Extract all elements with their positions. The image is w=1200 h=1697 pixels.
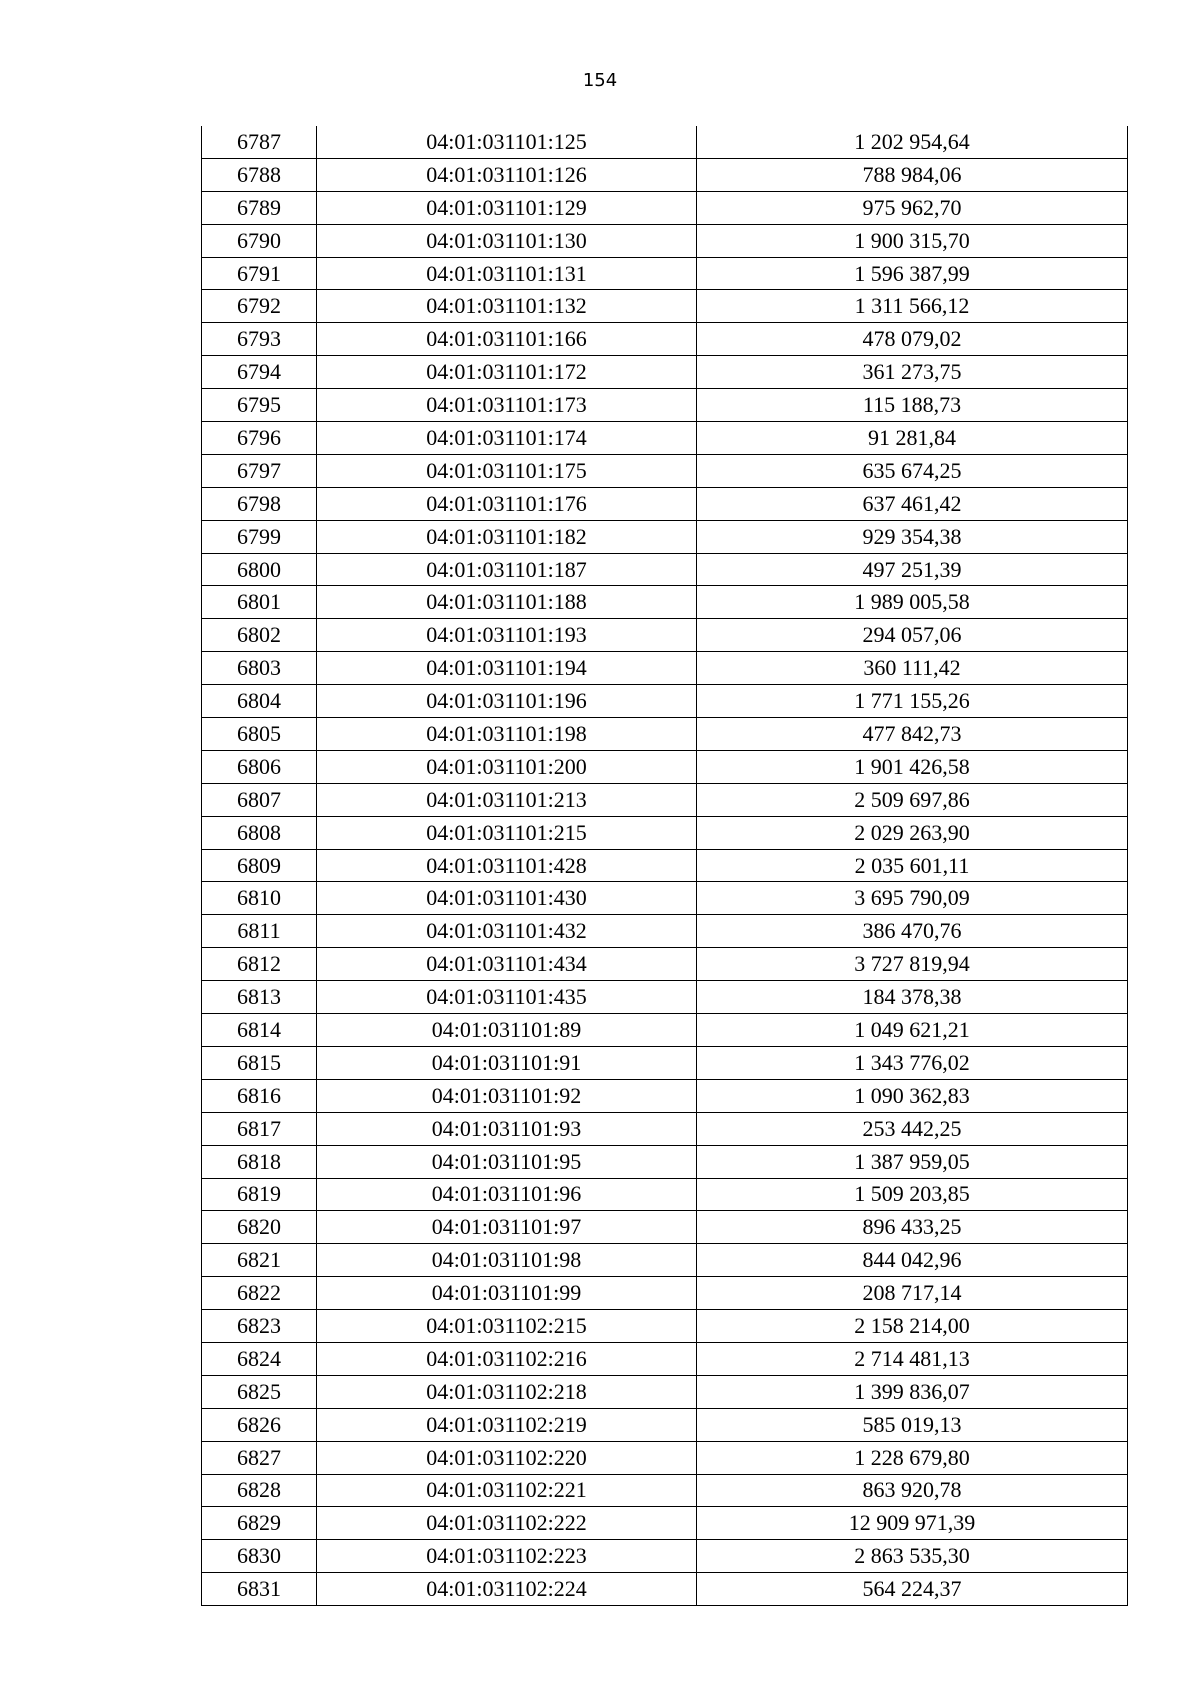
cadastral-value-cell: 1 049 621,21 <box>697 1014 1128 1047</box>
cadastral-value-cell: 1 399 836,07 <box>697 1375 1128 1408</box>
table-row <box>202 191 1128 224</box>
row-number-cell: 6824 <box>202 1342 317 1375</box>
cadastral-value-cell: 1 901 426,58 <box>697 750 1128 783</box>
cadastral-value-cell: 497 251,39 <box>697 553 1128 586</box>
row-number-cell: 6803 <box>202 652 317 685</box>
table-row <box>202 323 1128 356</box>
cadastral-value-cell: 1 900 315,70 <box>697 224 1128 257</box>
row-number-cell: 6797 <box>202 454 317 487</box>
table-row <box>202 356 1128 389</box>
table-row <box>202 718 1128 751</box>
cadastral-value-cell: 1 090 362,83 <box>697 1079 1128 1112</box>
row-number-cell: 6820 <box>202 1211 317 1244</box>
row-number-cell: 6789 <box>202 191 317 224</box>
table-row <box>202 1145 1128 1178</box>
cadastral-number-cell: 04:01:031101:176 <box>317 487 697 520</box>
row-number-cell: 6802 <box>202 619 317 652</box>
table-row <box>202 882 1128 915</box>
cadastral-number-cell: 04:01:031101:175 <box>317 454 697 487</box>
table-row <box>202 1046 1128 1079</box>
cadastral-number-cell: 04:01:031101:172 <box>317 356 697 389</box>
cadastral-value-cell: 294 057,06 <box>697 619 1128 652</box>
table-row <box>202 849 1128 882</box>
row-number-cell: 6825 <box>202 1375 317 1408</box>
table-row <box>202 1507 1128 1540</box>
cadastral-number-cell: 04:01:031101:434 <box>317 948 697 981</box>
table-row <box>202 1277 1128 1310</box>
table-row <box>202 487 1128 520</box>
cadastral-value-cell: 2 158 214,00 <box>697 1310 1128 1343</box>
cadastral-value-cell: 478 079,02 <box>697 323 1128 356</box>
cadastral-number-cell: 04:01:031101:215 <box>317 816 697 849</box>
table-row <box>202 454 1128 487</box>
cadastral-value-cell: 1 202 954,64 <box>697 126 1128 158</box>
cadastral-number-cell: 04:01:031101:93 <box>317 1112 697 1145</box>
cadastral-number-cell: 04:01:031102:221 <box>317 1474 697 1507</box>
table-row <box>202 389 1128 422</box>
row-number-cell: 6814 <box>202 1014 317 1047</box>
table-body <box>202 126 1128 1606</box>
cadastral-value-cell: 2 509 697,86 <box>697 783 1128 816</box>
cadastral-number-cell: 04:01:031101:193 <box>317 619 697 652</box>
row-number-cell: 6830 <box>202 1540 317 1573</box>
cadastral-number-cell: 04:01:031101:182 <box>317 520 697 553</box>
row-number-cell: 6810 <box>202 882 317 915</box>
table-row <box>202 1014 1128 1047</box>
cadastral-value-cell: 1 509 203,85 <box>697 1178 1128 1211</box>
cadastral-value-cell: 2 863 535,30 <box>697 1540 1128 1573</box>
table-row <box>202 290 1128 323</box>
cadastral-value-cell: 1 343 776,02 <box>697 1046 1128 1079</box>
row-number-cell: 6823 <box>202 1310 317 1343</box>
row-number-cell: 6826 <box>202 1408 317 1441</box>
table-row <box>202 1441 1128 1474</box>
cadastral-value-cell: 929 354,38 <box>697 520 1128 553</box>
cadastral-number-cell: 04:01:031101:196 <box>317 685 697 718</box>
cadastral-value-cell: 3 727 819,94 <box>697 948 1128 981</box>
cadastral-number-cell: 04:01:031101:198 <box>317 718 697 751</box>
cadastral-value-cell: 253 442,25 <box>697 1112 1128 1145</box>
row-number-cell: 6813 <box>202 981 317 1014</box>
cadastral-value-cell: 208 717,14 <box>697 1277 1128 1310</box>
table-row <box>202 1573 1128 1606</box>
table-row <box>202 224 1128 257</box>
table-row <box>202 1408 1128 1441</box>
table-row <box>202 619 1128 652</box>
table-row <box>202 1540 1128 1573</box>
cadastral-number-cell: 04:01:031101:97 <box>317 1211 697 1244</box>
row-number-cell: 6818 <box>202 1145 317 1178</box>
table-row <box>202 685 1128 718</box>
cadastral-value-cell: 3 695 790,09 <box>697 882 1128 915</box>
cadastral-number-cell: 04:01:031101:194 <box>317 652 697 685</box>
table-row <box>202 816 1128 849</box>
cadastral-number-cell: 04:01:031101:173 <box>317 389 697 422</box>
row-number-cell: 6816 <box>202 1079 317 1112</box>
table-row <box>202 422 1128 455</box>
row-number-cell: 6822 <box>202 1277 317 1310</box>
cadastral-number-cell: 04:01:031101:95 <box>317 1145 697 1178</box>
cadastral-value-cell: 788 984,06 <box>697 158 1128 191</box>
row-number-cell: 6815 <box>202 1046 317 1079</box>
cadastral-value-cell: 1 771 155,26 <box>697 685 1128 718</box>
cadastral-number-cell: 04:01:031102:215 <box>317 1310 697 1343</box>
row-number-cell: 6809 <box>202 849 317 882</box>
cadastral-number-cell: 04:01:031101:99 <box>317 1277 697 1310</box>
cadastral-value-cell: 2 714 481,13 <box>697 1342 1128 1375</box>
cadastral-number-cell: 04:01:031101:213 <box>317 783 697 816</box>
table-row <box>202 586 1128 619</box>
cadastral-value-cell: 863 920,78 <box>697 1474 1128 1507</box>
cadastral-number-cell: 04:01:031101:430 <box>317 882 697 915</box>
table-row <box>202 652 1128 685</box>
row-number-cell: 6806 <box>202 750 317 783</box>
cadastral-number-cell: 04:01:031101:125 <box>317 126 697 158</box>
cadastral-value-cell: 2 029 263,90 <box>697 816 1128 849</box>
row-number-cell: 6800 <box>202 553 317 586</box>
row-number-cell: 6819 <box>202 1178 317 1211</box>
cadastral-number-cell: 04:01:031101:131 <box>317 257 697 290</box>
cadastral-number-cell: 04:01:031101:96 <box>317 1178 697 1211</box>
row-number-cell: 6831 <box>202 1573 317 1606</box>
cadastral-value-cell: 1 596 387,99 <box>697 257 1128 290</box>
cadastral-value-cell: 1 228 679,80 <box>697 1441 1128 1474</box>
row-number-cell: 6829 <box>202 1507 317 1540</box>
row-number-cell: 6801 <box>202 586 317 619</box>
cadastral-number-cell: 04:01:031101:166 <box>317 323 697 356</box>
row-number-cell: 6793 <box>202 323 317 356</box>
cadastral-number-cell: 04:01:031102:224 <box>317 1573 697 1606</box>
cadastral-number-cell: 04:01:031102:220 <box>317 1441 697 1474</box>
row-number-cell: 6792 <box>202 290 317 323</box>
table-row <box>202 948 1128 981</box>
table-row <box>202 1342 1128 1375</box>
cadastral-number-cell: 04:01:031101:92 <box>317 1079 697 1112</box>
cadastral-number-cell: 04:01:031101:129 <box>317 191 697 224</box>
table-row <box>202 553 1128 586</box>
cadastral-number-cell: 04:01:031101:432 <box>317 915 697 948</box>
cadastral-number-cell: 04:01:031101:132 <box>317 290 697 323</box>
cadastral-value-cell: 1 387 959,05 <box>697 1145 1128 1178</box>
cadastral-value-cell: 386 470,76 <box>697 915 1128 948</box>
cadastral-number-cell: 04:01:031102:218 <box>317 1375 697 1408</box>
row-number-cell: 6791 <box>202 257 317 290</box>
cadastral-value-cell: 635 674,25 <box>697 454 1128 487</box>
cadastral-value-cell: 91 281,84 <box>697 422 1128 455</box>
cadastral-value-cell: 360 111,42 <box>697 652 1128 685</box>
cadastral-value-cell: 585 019,13 <box>697 1408 1128 1441</box>
cadastral-value-cell: 564 224,37 <box>697 1573 1128 1606</box>
cadastral-number-cell: 04:01:031101:188 <box>317 586 697 619</box>
table-row <box>202 1079 1128 1112</box>
cadastral-value-cell: 844 042,96 <box>697 1244 1128 1277</box>
cadastral-number-cell: 04:01:031101:130 <box>317 224 697 257</box>
cadastral-number-cell: 04:01:031102:222 <box>317 1507 697 1540</box>
row-number-cell: 6805 <box>202 718 317 751</box>
cadastral-number-cell: 04:01:031102:223 <box>317 1540 697 1573</box>
row-number-cell: 6796 <box>202 422 317 455</box>
cadastral-number-cell: 04:01:031101:428 <box>317 849 697 882</box>
row-number-cell: 6811 <box>202 915 317 948</box>
row-number-cell: 6827 <box>202 1441 317 1474</box>
row-number-cell: 6828 <box>202 1474 317 1507</box>
cadastral-value-cell: 975 962,70 <box>697 191 1128 224</box>
row-number-cell: 6794 <box>202 356 317 389</box>
cadastral-number-cell: 04:01:031101:435 <box>317 981 697 1014</box>
cadastral-number-cell: 04:01:031102:216 <box>317 1342 697 1375</box>
row-number-cell: 6787 <box>202 126 317 158</box>
cadastral-number-cell: 04:01:031101:200 <box>317 750 697 783</box>
cadastral-value-cell: 637 461,42 <box>697 487 1128 520</box>
cadastral-number-cell: 04:01:031101:174 <box>317 422 697 455</box>
cadastral-number-cell: 04:01:031102:219 <box>317 1408 697 1441</box>
cadastral-number-cell: 04:01:031101:98 <box>317 1244 697 1277</box>
table-row <box>202 126 1128 158</box>
row-number-cell: 6821 <box>202 1244 317 1277</box>
row-number-cell: 6790 <box>202 224 317 257</box>
cadastral-number-cell: 04:01:031101:89 <box>317 1014 697 1047</box>
cadastral-value-cell: 184 378,38 <box>697 981 1128 1014</box>
cadastral-number-cell: 04:01:031101:91 <box>317 1046 697 1079</box>
table-row <box>202 981 1128 1014</box>
row-number-cell: 6798 <box>202 487 317 520</box>
row-number-cell: 6804 <box>202 685 317 718</box>
table-row <box>202 1211 1128 1244</box>
table-row <box>202 1375 1128 1408</box>
row-number-cell: 6788 <box>202 158 317 191</box>
cadastral-number-cell: 04:01:031101:126 <box>317 158 697 191</box>
cadastral-value-cell: 361 273,75 <box>697 356 1128 389</box>
row-number-cell: 6795 <box>202 389 317 422</box>
cadastral-value-cell: 12 909 971,39 <box>697 1507 1128 1540</box>
cadastral-value-cell: 115 188,73 <box>697 389 1128 422</box>
row-number-cell: 6799 <box>202 520 317 553</box>
table-row <box>202 750 1128 783</box>
table-row <box>202 783 1128 816</box>
cadastral-value-cell: 477 842,73 <box>697 718 1128 751</box>
cadastral-value-cell: 1 311 566,12 <box>697 290 1128 323</box>
table-row <box>202 915 1128 948</box>
table-row <box>202 520 1128 553</box>
table-row <box>202 1112 1128 1145</box>
cadastral-value-cell: 1 989 005,58 <box>697 586 1128 619</box>
table-row <box>202 257 1128 290</box>
table-row <box>202 1310 1128 1343</box>
row-number-cell: 6808 <box>202 816 317 849</box>
row-number-cell: 6812 <box>202 948 317 981</box>
cadastral-value-cell: 896 433,25 <box>697 1211 1128 1244</box>
table-row <box>202 158 1128 191</box>
row-number-cell: 6807 <box>202 783 317 816</box>
table-row <box>202 1474 1128 1507</box>
cadastral-value-table <box>201 126 1128 1606</box>
table-row <box>202 1178 1128 1211</box>
page-number: 154 <box>582 70 618 91</box>
row-number-cell: 6817 <box>202 1112 317 1145</box>
cadastral-value-cell: 2 035 601,11 <box>697 849 1128 882</box>
table-row <box>202 1244 1128 1277</box>
cadastral-number-cell: 04:01:031101:187 <box>317 553 697 586</box>
